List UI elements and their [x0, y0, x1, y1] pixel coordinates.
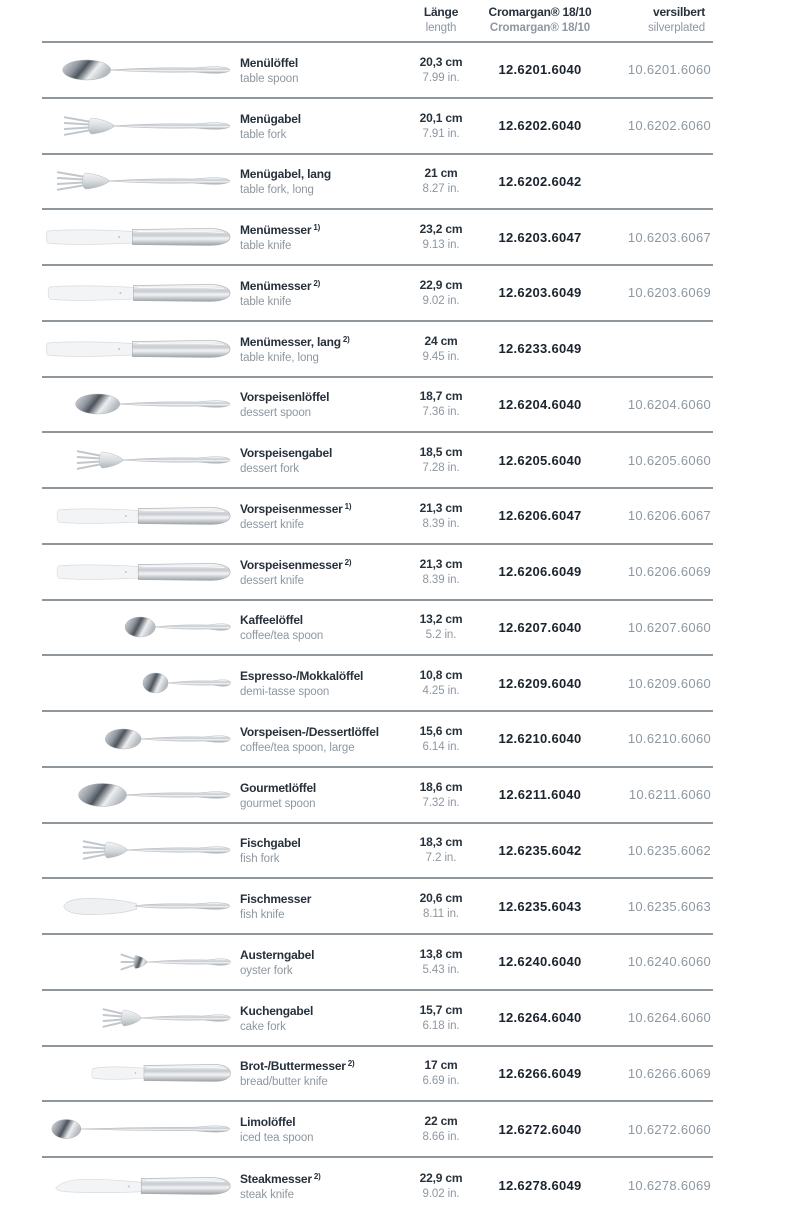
- length-cell: [397, 1057, 485, 1089]
- length-inch: 8.11 in.: [422, 908, 460, 921]
- length-cm: 22,9 cm: [419, 277, 463, 292]
- cromargan-number: 12.6201.6040: [498, 62, 582, 78]
- cromargan-number: 12.6211.6040: [498, 787, 582, 803]
- cromargan-number: 12.6203.6049: [498, 285, 582, 301]
- product-name-cell: [232, 220, 397, 254]
- length-cell: [397, 333, 485, 365]
- product-name-en: table knife, long: [240, 351, 319, 364]
- product-name-en: fish fork: [240, 853, 280, 866]
- fork-image: [42, 991, 232, 1045]
- knife-image: [42, 489, 232, 543]
- cromargan-number: 12.6266.6049: [498, 1065, 582, 1081]
- catalog-table: [42, 0, 713, 1214]
- fish-knife-image: [42, 879, 232, 933]
- silverplated-number: 10.6202.6060: [627, 118, 711, 134]
- product-name-de: Espresso-/Mokkalöffel: [240, 669, 364, 684]
- length-inch: 8.27 in.: [422, 183, 460, 196]
- length-cm: 17 cm: [424, 1058, 458, 1073]
- table-row: [42, 879, 713, 935]
- length-cm: 20,3 cm: [419, 54, 463, 69]
- length-cm: 13,8 cm: [419, 946, 463, 961]
- header-length-label-de: Länge: [423, 5, 459, 19]
- gourmet-spoon-image: [42, 768, 232, 822]
- silverplated-number: 10.6264.6060: [627, 1010, 711, 1026]
- header-cromargan-column: [485, 4, 595, 36]
- length-cm: 23,2 cm: [419, 222, 463, 237]
- silverplated-number: 10.6207.6060: [627, 619, 711, 635]
- cromargan-number: 12.6206.6049: [498, 564, 582, 580]
- table-row: [42, 155, 713, 211]
- table-row: [42, 824, 713, 880]
- length-inch: 8.39 in.: [422, 573, 460, 586]
- table-row: [42, 1158, 713, 1214]
- length-inch: 7.36 in.: [422, 406, 460, 419]
- silverplated-number: 10.6235.6062: [627, 842, 711, 858]
- product-name-cell: [232, 610, 397, 644]
- product-name-de: Austerngabel: [240, 947, 315, 962]
- table-row: [42, 601, 713, 657]
- cromargan-number: 12.6204.6040: [498, 396, 582, 412]
- product-name-cell: [232, 833, 397, 867]
- product-name-cell: [232, 778, 397, 812]
- silverplated-number: 10.6209.6060: [627, 675, 711, 691]
- product-name-en: table knife: [240, 240, 292, 253]
- length-cm: 22,9 cm: [419, 1170, 463, 1185]
- knife-image: [42, 210, 232, 264]
- product-name-en: cake fork: [240, 1020, 286, 1033]
- length-cm: 18,7 cm: [419, 389, 463, 404]
- table-row: [42, 210, 713, 266]
- length-cm: 15,7 cm: [419, 1002, 463, 1017]
- knife-image: [42, 322, 232, 376]
- length-cm: 24 cm: [424, 333, 458, 348]
- cromargan-number: 12.6233.6049: [498, 341, 582, 357]
- product-name-en: dessert knife: [240, 574, 304, 587]
- length-cell: [397, 611, 485, 643]
- spoon-image: [42, 43, 232, 97]
- butter-knife-image: [42, 1047, 232, 1101]
- cromargan-number: 12.6235.6043: [498, 898, 582, 914]
- cromargan-number: 12.6202.6042: [498, 173, 582, 189]
- table-row: [42, 433, 713, 489]
- length-cm: 20,6 cm: [419, 891, 463, 906]
- header-image-spacer: [42, 4, 232, 41]
- length-cell: [397, 444, 485, 476]
- cromargan-number: 12.6207.6040: [498, 619, 582, 635]
- product-name-cell: [232, 499, 397, 533]
- product-name-de: Vorspeisenmesser: [240, 557, 343, 572]
- product-name-de: Gourmetlöffel: [240, 780, 317, 795]
- silverplated-number: 10.6210.6060: [627, 731, 711, 747]
- length-cm: 21,3 cm: [419, 556, 463, 571]
- header-silverplated-column: [595, 4, 713, 36]
- table-row: [42, 489, 713, 545]
- product-name-cell: [232, 1169, 397, 1203]
- silverplated-number: 10.6240.6060: [627, 954, 711, 970]
- spoon-image: [42, 712, 232, 766]
- length-cell: [397, 723, 485, 755]
- length-cm: 18,6 cm: [419, 779, 463, 794]
- silverplated-number: 10.6201.6060: [627, 62, 711, 78]
- length-cell: [397, 946, 485, 978]
- length-cell: [397, 890, 485, 922]
- product-name-de: Menümesser: [240, 223, 312, 238]
- product-name-cell: [232, 722, 397, 756]
- length-inch: 8.66 in.: [422, 1131, 460, 1144]
- header-cromargan-label-de: Cromargan® 18/10: [488, 5, 592, 19]
- silverplated-number: 10.6266.6069: [627, 1065, 711, 1081]
- length-cell: [397, 165, 485, 197]
- table-row: [42, 545, 713, 601]
- silverplated-number: 10.6211.6060: [628, 787, 711, 803]
- header-length-column: [397, 4, 485, 36]
- fork-image: [42, 824, 232, 878]
- length-inch: 9.02 in.: [422, 294, 460, 307]
- footnote-mark: 2): [344, 557, 352, 567]
- product-name-en: table spoon: [240, 72, 299, 85]
- length-cell: [397, 221, 485, 253]
- length-cell: [397, 1113, 485, 1145]
- table-row: [42, 1047, 713, 1103]
- table-row: [42, 935, 713, 991]
- product-name-cell: [232, 1056, 397, 1090]
- cromargan-number: 12.6235.6042: [498, 842, 582, 858]
- length-cell: [397, 834, 485, 866]
- length-cm: 22 cm: [424, 1114, 458, 1129]
- silverplated-number: 10.6206.6069: [627, 564, 711, 580]
- cromargan-number: 12.6203.6047: [498, 229, 582, 245]
- steak-knife-image: [42, 1158, 232, 1214]
- cromargan-number: 12.6206.6047: [498, 508, 582, 524]
- footnote-mark: 1): [313, 223, 321, 233]
- product-name-de: Kuchengabel: [240, 1003, 314, 1018]
- length-cell: [397, 1002, 485, 1034]
- header-length-label-en: length: [425, 22, 457, 34]
- product-name-en: table knife: [240, 295, 292, 308]
- product-name-en: bread/butter knife: [240, 1076, 328, 1089]
- table-row: [42, 43, 713, 99]
- footnote-mark: 2): [313, 1171, 321, 1181]
- length-inch: 6.14 in.: [422, 740, 460, 753]
- product-name-en: table fork, long: [240, 184, 314, 197]
- table-row: [42, 99, 713, 155]
- length-cell: [397, 500, 485, 532]
- header-silverplated-label-en: silverplated: [648, 22, 705, 34]
- silverplated-number: 10.6203.6069: [627, 285, 711, 301]
- table-header: [42, 0, 713, 43]
- length-cell: [397, 388, 485, 420]
- length-inch: 9.02 in.: [422, 1187, 460, 1200]
- fork-image: [42, 433, 232, 487]
- length-cm: 13,2 cm: [419, 612, 463, 627]
- table-row: [42, 991, 713, 1047]
- silverplated-number: 10.6204.6060: [627, 396, 711, 412]
- length-cm: 20,1 cm: [419, 110, 463, 125]
- product-name-de: Steakmesser: [240, 1171, 312, 1186]
- product-name-cell: [232, 53, 397, 87]
- table-row: [42, 266, 713, 322]
- length-cm: 10,8 cm: [419, 668, 463, 683]
- cromargan-number: 12.6264.6040: [498, 1010, 582, 1026]
- footnote-mark: 1): [344, 501, 352, 511]
- product-name-de: Kaffeelöffel: [240, 613, 303, 628]
- length-inch: 5.43 in.: [422, 963, 460, 976]
- iced-tea-spoon-image: [42, 1102, 232, 1156]
- length-inch: 7.2 in.: [425, 852, 457, 865]
- catalog-rows: [42, 43, 713, 1214]
- table-row: [42, 768, 713, 824]
- product-name-en: coffee/tea spoon: [240, 630, 324, 643]
- cromargan-number: 12.6205.6040: [498, 452, 582, 468]
- length-inch: 6.69 in.: [422, 1075, 460, 1088]
- product-name-de: Limolöffel: [240, 1115, 296, 1130]
- header-cromargan-label-en: Cromargan® 18/10: [489, 22, 591, 34]
- product-name-en: dessert knife: [240, 518, 304, 531]
- length-cell: [397, 1170, 485, 1202]
- product-name-cell: [232, 945, 397, 979]
- footnote-mark: 2): [347, 1059, 355, 1069]
- cromargan-number: 12.6272.6040: [498, 1121, 582, 1137]
- length-cm: 18,5 cm: [419, 445, 463, 460]
- footnote-mark: 2): [342, 334, 350, 344]
- product-name-cell: [232, 889, 397, 923]
- fork-image: [42, 99, 232, 153]
- silverplated-number: 10.6205.6060: [627, 452, 711, 468]
- cromargan-number: 12.6202.6040: [498, 118, 582, 134]
- length-inch: 9.45 in.: [422, 350, 460, 363]
- cromargan-number: 12.6240.6040: [498, 954, 582, 970]
- cromargan-number: 12.6210.6040: [498, 731, 582, 747]
- product-name-en: dessert fork: [240, 463, 299, 476]
- length-cm: 18,3 cm: [419, 835, 463, 850]
- footnote-mark: 2): [313, 278, 321, 288]
- product-name-cell: [232, 1001, 397, 1035]
- product-name-cell: [232, 387, 397, 421]
- oyster-fork-image: [42, 935, 232, 989]
- length-inch: 7.28 in.: [422, 462, 460, 475]
- knife-image: [42, 545, 232, 599]
- product-name-de: Menügabel: [240, 111, 301, 126]
- product-name-en: gourmet spoon: [240, 797, 316, 810]
- product-name-cell: [232, 1112, 397, 1146]
- cromargan-number: 12.6278.6049: [498, 1178, 582, 1194]
- silverplated-number: 10.6278.6069: [627, 1178, 711, 1194]
- product-name-de: Fischgabel: [240, 836, 301, 851]
- length-cm: 21 cm: [424, 166, 458, 181]
- length-inch: 6.18 in.: [422, 1019, 460, 1032]
- product-name-en: fish knife: [240, 909, 285, 922]
- table-row: [42, 656, 713, 712]
- length-cell: [397, 54, 485, 86]
- length-cell: [397, 277, 485, 309]
- product-name-en: table fork: [240, 128, 287, 141]
- silverplated-number: 10.6206.6067: [627, 508, 711, 524]
- product-name-de: Vorspeisen-/Dessertlöffel: [240, 724, 379, 739]
- spoon-image: [42, 601, 232, 655]
- length-inch: 4.25 in.: [422, 685, 460, 698]
- product-name-en: demi-tasse spoon: [240, 686, 330, 699]
- product-name-en: coffee/tea spoon, large: [240, 741, 355, 754]
- length-inch: 7.99 in.: [422, 71, 460, 84]
- product-name-de: Fischmesser: [240, 892, 312, 907]
- product-name-de: Vorspeisengabel: [240, 446, 333, 461]
- table-row: [42, 712, 713, 768]
- product-name-en: oyster fork: [240, 964, 293, 977]
- length-inch: 9.13 in.: [422, 239, 460, 252]
- product-name-de: Menülöffel: [240, 55, 298, 70]
- fork-image: [42, 155, 232, 209]
- table-row: [42, 1102, 713, 1158]
- cromargan-number: 12.6209.6040: [498, 675, 582, 691]
- product-name-cell: [232, 164, 397, 198]
- length-cm: 15,6 cm: [419, 723, 463, 738]
- product-name-de: Menümesser: [240, 278, 312, 293]
- product-name-cell: [232, 109, 397, 143]
- product-name-cell: [232, 666, 397, 700]
- silverplated-number: 10.6235.6063: [627, 898, 711, 914]
- product-name-de: Menümesser, lang: [240, 334, 341, 349]
- length-cell: [397, 779, 485, 811]
- product-name-en: steak knife: [240, 1188, 294, 1201]
- product-name-en: dessert spoon: [240, 407, 311, 420]
- table-row: [42, 322, 713, 378]
- silverplated-number: 10.6203.6067: [627, 229, 711, 245]
- length-inch: 8.39 in.: [422, 517, 460, 530]
- spoon-image: [42, 656, 232, 710]
- length-cell: [397, 667, 485, 699]
- length-cell: [397, 110, 485, 142]
- product-name-cell: [232, 332, 397, 366]
- table-row: [42, 378, 713, 434]
- length-inch: 5.2 in.: [425, 629, 457, 642]
- silverplated-number: 10.6272.6060: [627, 1121, 711, 1137]
- length-inch: 7.32 in.: [422, 796, 460, 809]
- product-name-cell: [232, 276, 397, 310]
- product-name-de: Menügabel, lang: [240, 167, 332, 182]
- product-name-cell: [232, 443, 397, 477]
- product-name-cell: [232, 555, 397, 589]
- knife-image: [42, 266, 232, 320]
- product-name-de: Brot-/Buttermesser: [240, 1059, 346, 1074]
- header-silverplated-label-de: versilbert: [652, 5, 705, 19]
- product-name-en: iced tea spoon: [240, 1132, 314, 1145]
- length-cell: [397, 556, 485, 588]
- length-inch: 7.91 in.: [422, 127, 460, 140]
- product-name-de: Vorspeisenlöffel: [240, 390, 330, 405]
- product-name-de: Vorspeisenmesser: [240, 501, 343, 516]
- spoon-image: [42, 378, 232, 432]
- length-cm: 21,3 cm: [419, 500, 463, 515]
